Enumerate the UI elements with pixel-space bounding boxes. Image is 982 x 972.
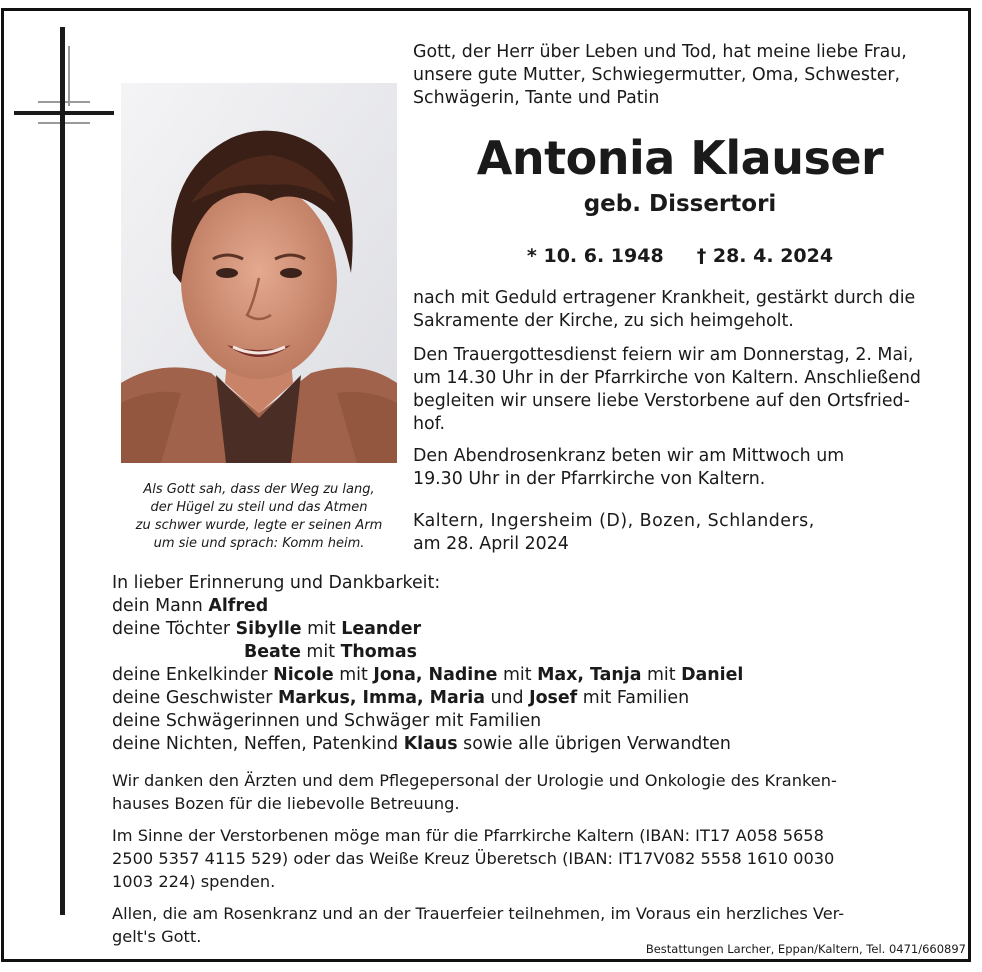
mourners-heading: In lieber Erinnerung und Dankbarkeit: xyxy=(112,573,441,593)
mourners-daughters: deine Töchter Sibylle mit Leander xyxy=(112,619,422,639)
rosary-line-2: 19.30 Uhr in der Pfarrkirche von Kaltern. xyxy=(413,469,766,489)
closing-line-2: gelt's Gott. xyxy=(112,927,202,946)
intro-line-2: unsere gute Mutter, Schwiegermutter, Oma, Schwester, xyxy=(413,65,901,85)
life-dates: * 10. 6. 1948 † 28. 4. 2024 xyxy=(526,245,834,267)
thanks-line-2: hauses Bozen für die liebevolle Betreuung. xyxy=(112,794,460,813)
memorial-quote: Als Gott sah, dass der Weg zu lang, der Hügel zu steil und das Atmen zu schwer wurde, legte er seinen Arm um sie und sprach: Komm heim. xyxy=(135,482,383,551)
donation-line-2: 2500 5357 4115 529) oder das Weiße Kreuz Überetsch (IBAN: IT17V082 5558 1610 0030 xyxy=(112,849,835,868)
service-line-2: um 14.30 Uhr in der Pfarrkirche von Kaltern. Anschließend xyxy=(413,368,921,388)
rosary-line-1: Den Abendrosenkranz beten wir am Mittwoch um xyxy=(413,446,845,466)
passing-line-2: Sakramente der Kirche, zu sich heimgeholt. xyxy=(413,311,794,331)
mourners-siblings: deine Geschwister Markus, Imma, Maria und Josef mit Familien xyxy=(112,688,690,708)
mourners-nieces: deine Nichten, Neffen, Patenkind Klaus sowie alle übrigen Verwandten xyxy=(112,734,731,754)
mourners-daughter-2: Beate mit Thomas xyxy=(244,642,417,662)
mourners-husband: dein Mann Alfred xyxy=(112,596,269,616)
donation-line-3: 1003 224) spenden. xyxy=(112,872,276,891)
maiden-name: geb. Dissertori xyxy=(583,191,777,217)
thanks-line-1: Wir danken den Ärzten und dem Pflegepersonal der Urologie und Onkologie des Kranken- xyxy=(112,771,837,790)
closing-line-1: Allen, die am Rosenkranz und an der Trauerfeier teilnehmen, im Voraus ein herzliches Ver- xyxy=(112,904,845,923)
place-line-1: Kaltern, Ingersheim (D), Bozen, Schlanders, xyxy=(413,511,815,531)
deceased-name: Antonia Klauser xyxy=(476,131,884,185)
service-line-4: hof. xyxy=(413,414,446,434)
mourners-inlaws: deine Schwägerinnen und Schwäger mit Familien xyxy=(112,711,542,731)
service-line-3: begleiten wir unsere liebe Verstorbene auf den Ortsfried- xyxy=(413,391,910,411)
mourners-grandchildren: deine Enkelkinder Nicole mit Jona, Nadine mit Max, Tanja mit Daniel xyxy=(112,665,744,685)
passing-line-1: nach mit Geduld ertragener Krankheit, gestärkt durch die xyxy=(413,288,916,308)
portrait-photo xyxy=(121,83,397,463)
service-line-1: Den Trauergottesdienst feiern wir am Donnerstag, 2. Mai, xyxy=(413,345,914,365)
place-line-2: am 28. April 2024 xyxy=(413,534,569,554)
intro-line-3: Schwägerin, Tante und Patin xyxy=(413,88,660,108)
intro-line-1: Gott, der Herr über Leben und Tod, hat meine liebe Frau, xyxy=(413,42,907,62)
donation-line-1: Im Sinne der Verstorbenen möge man für die Pfarrkirche Kaltern (IBAN: IT17 A058 5658 xyxy=(112,826,824,845)
funeral-home-credit: Bestattungen Larcher, Eppan/Kaltern, Tel. 0471/660897 xyxy=(645,942,966,956)
